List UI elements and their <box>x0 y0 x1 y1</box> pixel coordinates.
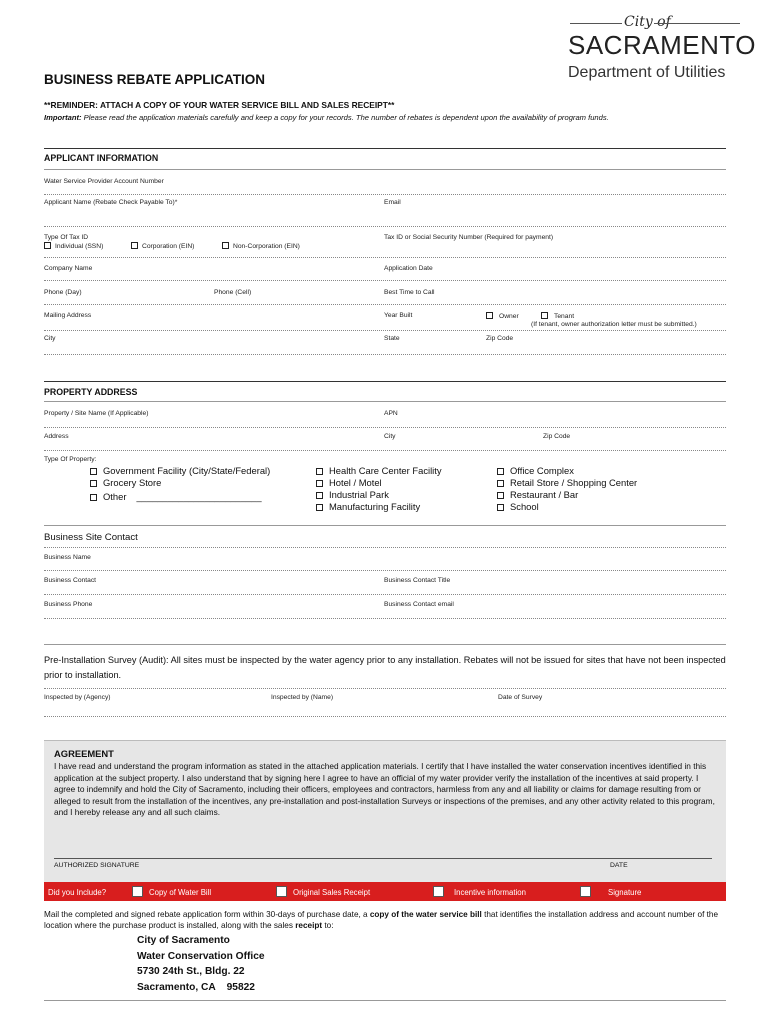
mailing-address-field[interactable]: Mailing Address <box>44 312 92 319</box>
tax-id-type-label: Type Of Tax ID <box>44 234 89 241</box>
logo-city-text: City of <box>624 14 671 30</box>
city-field[interactable]: City <box>44 335 56 342</box>
agreement-heading: AGREEMENT <box>54 748 114 759</box>
other-blank[interactable]: ________________________ <box>136 491 262 502</box>
property-type-restaurant[interactable] <box>497 489 578 501</box>
form-title: BUSINESS REBATE APPLICATION <box>44 72 266 87</box>
property-type-school[interactable] <box>497 501 539 513</box>
applicant-name-field[interactable]: Applicant Name (Rebate Check Payable To)* <box>44 199 178 206</box>
field-line <box>44 280 726 281</box>
business-contact-title-field[interactable]: Business Contact Title <box>384 577 451 584</box>
address-line-2: Water Conservation Office <box>137 951 265 962</box>
checkbox-icon[interactable] <box>90 480 97 487</box>
business-name-field[interactable]: Business Name <box>44 554 91 561</box>
business-contact-field[interactable]: Business Contact <box>44 577 97 584</box>
signature-line[interactable] <box>54 858 712 859</box>
property-type-hotel[interactable] <box>316 477 382 489</box>
address-line-4: Sacramento, CA 95822 <box>137 982 255 993</box>
checkbox-icon[interactable] <box>497 504 504 511</box>
property-type-health-care[interactable] <box>316 465 442 477</box>
checkbox-icon[interactable] <box>316 468 323 475</box>
property-type-manufacturing[interactable] <box>316 501 420 513</box>
checkbox-icon[interactable] <box>276 886 287 897</box>
field-line <box>44 716 726 717</box>
mail-text: Mail the completed and signed rebate application form within 30-days of purchase date, a <box>44 910 370 919</box>
year-built-field[interactable]: Year Built <box>384 312 413 319</box>
checkbox-icon[interactable] <box>131 242 138 249</box>
property-type-label: Type Of Property: <box>44 456 97 463</box>
date-label: DATE <box>610 862 628 869</box>
business-contact-email-field[interactable]: Business Contact email <box>384 601 454 608</box>
checkbox-icon[interactable] <box>90 468 97 475</box>
checkbox-icon[interactable] <box>316 504 323 511</box>
section-divider <box>44 381 726 382</box>
application-date-field[interactable]: Application Date <box>384 265 433 272</box>
date-of-survey-field[interactable]: Date of Survey <box>498 694 543 701</box>
checkbox-icon[interactable] <box>222 242 229 249</box>
apn-field[interactable]: APN <box>384 410 398 417</box>
property-type-other[interactable] <box>90 491 262 503</box>
property-type-industrial[interactable] <box>316 489 389 501</box>
field-line <box>44 304 726 305</box>
property-type-label: Other <box>103 491 127 502</box>
property-type-label: Hotel / Motel <box>329 477 382 488</box>
important-text: Please read the application materials carefully and keep a copy for your records. The number of rebates is dependent upon the availability of program funds. <box>83 113 609 122</box>
property-type-label: Office Complex <box>510 465 574 476</box>
field-line <box>44 618 726 619</box>
property-type-retail[interactable] <box>497 477 637 489</box>
property-zip-field[interactable]: Zip Code <box>543 433 571 440</box>
address-line-1: City of Sacramento <box>137 935 230 946</box>
pre-installation-survey-text: Pre-Installation Survey (Audit): All sites must be inspected by the water agency prior to any installation. Rebates will not be issued for sites that have not been inspected prior to installation. <box>44 655 726 680</box>
property-type-label: School <box>510 501 539 512</box>
applicant-section-heading: APPLICANT INFORMATION <box>44 153 159 163</box>
property-type-grocery[interactable] <box>90 477 161 489</box>
footer-divider <box>44 1000 726 1001</box>
tax-id-number-field[interactable]: Tax ID or Social Security Number (Required for payment) <box>384 234 554 241</box>
property-type-label: Manufacturing Facility <box>329 501 421 512</box>
mail-bold-water-bill: copy of the water service bill <box>369 910 482 919</box>
checkbox-icon[interactable] <box>497 480 504 487</box>
site-contact-heading: Business Site Contact <box>44 532 138 543</box>
tax-option-label: Corporation (EIN) <box>142 243 195 250</box>
tenant-option[interactable] <box>541 312 574 320</box>
field-line <box>44 330 726 331</box>
checkbox-icon[interactable] <box>132 886 143 897</box>
mail-text: that identifies the installation address and account number of the location where the purchase product is installed, along with the sales <box>44 910 719 930</box>
checklist-water-bill: Copy of Water Bill <box>149 888 212 897</box>
signature-label: AUTHORIZED SIGNATURE <box>54 862 140 869</box>
property-address-field[interactable]: Address <box>44 433 69 440</box>
field-line <box>44 194 726 195</box>
field-line <box>44 594 726 595</box>
checklist-sales-receipt: Original Sales Receipt <box>293 888 371 897</box>
logo-department: Department of Utilities <box>568 64 726 81</box>
field-line <box>44 644 726 645</box>
tax-option-label: Non-Corporation (EIN) <box>233 243 300 250</box>
reminder-text: **REMINDER: ATTACH A COPY OF YOUR WATER SERVICE BILL AND SALES RECEIPT** <box>44 100 395 110</box>
mailing-instructions <box>44 909 726 931</box>
checklist-incentive-info: Incentive information <box>454 888 526 897</box>
field-line <box>44 169 726 170</box>
field-line <box>44 450 726 451</box>
checkbox-icon[interactable] <box>90 494 97 501</box>
checkbox-icon[interactable] <box>580 886 591 897</box>
field-line <box>44 354 726 355</box>
tenant-label: Tenant <box>554 313 575 320</box>
field-line <box>44 257 726 258</box>
important-note <box>44 113 609 122</box>
field-line <box>44 226 726 227</box>
company-name-field[interactable]: Company Name <box>44 265 93 272</box>
property-type-government[interactable] <box>90 465 270 477</box>
checklist-bar <box>44 882 726 901</box>
checklist-signature: Signature <box>608 888 642 897</box>
checkbox-icon[interactable] <box>497 468 504 475</box>
tax-option-label: Individual (SSN) <box>55 243 104 250</box>
checkbox-icon[interactable] <box>316 480 323 487</box>
important-label: Important: <box>44 113 82 122</box>
state-field[interactable]: State <box>384 335 400 342</box>
property-type-label: Health Care Center Facility <box>329 465 442 476</box>
checkbox-icon[interactable] <box>316 492 323 499</box>
checkbox-icon[interactable] <box>44 242 51 249</box>
inspected-by-agency-field[interactable]: Inspected by (Agency) <box>44 694 111 701</box>
field-line <box>44 427 726 428</box>
best-time-field[interactable]: Best Time to Call <box>384 289 435 296</box>
property-type-label: Retail Store / Shopping Center <box>510 477 638 488</box>
property-type-label: Government Facility (City/State/Federal) <box>103 465 271 476</box>
field-line <box>44 401 726 402</box>
owner-label: Owner <box>499 313 519 320</box>
phone-day-field[interactable]: Phone (Day) <box>44 289 82 296</box>
checkbox-icon[interactable] <box>497 492 504 499</box>
property-section-heading: PROPERTY ADDRESS <box>44 387 138 397</box>
checkbox-icon[interactable] <box>433 886 444 897</box>
field-line <box>44 570 726 571</box>
checklist-prompt: Did you Include? <box>48 888 107 897</box>
field-line <box>44 547 726 548</box>
property-type-office[interactable] <box>497 465 574 477</box>
agreement-text: I have read and understand the program information as stated in the attached application materials. I certify that I have installed the water conservation incentives identified in this application at the subject property. I also understand that by signing here I agree to have an official of my water provider verify the installation of the incentives at said property. I agree to indemnify and hold the City of Sacramento, including their officers, employees and contractors, harmless from any and all liability or claims for damage resulting from or alleged to result from the installation of the incentives, any pre-installation and post-installation Surveys or inspections of the premises, and any other activity related to this program, and I hereby release any and all such claims. <box>54 761 715 818</box>
field-line <box>44 525 726 526</box>
business-phone-field[interactable]: Business Phone <box>44 601 93 608</box>
tax-option-non-corporation[interactable] <box>222 242 300 250</box>
field-line <box>44 688 726 689</box>
tax-option-individual[interactable] <box>44 242 103 250</box>
property-type-label: Grocery Store <box>103 477 162 488</box>
section-divider <box>44 148 726 149</box>
tenant-note: (If tenant, owner authorization letter must be submitted.) <box>531 321 697 328</box>
checkbox-icon[interactable] <box>486 312 493 319</box>
tax-option-corporation[interactable] <box>131 242 194 250</box>
mail-text: to: <box>322 921 334 930</box>
site-name-field[interactable]: Property / Site Name (If Applicable) <box>44 410 149 417</box>
address-line-3: 5730 24th St., Bldg. 22 <box>137 966 245 977</box>
email-field[interactable]: Email <box>384 199 401 206</box>
account-number-field[interactable]: Water Service Provider Account Number <box>44 178 164 185</box>
mail-bold-receipt: receipt <box>295 921 323 930</box>
inspected-by-name-field[interactable]: Inspected by (Name) <box>271 694 334 701</box>
logo-rule-left <box>570 23 622 24</box>
logo-city-name: SACRAMENTO <box>568 30 756 60</box>
city-logo <box>566 14 756 84</box>
property-type-label: Industrial Park <box>329 489 389 500</box>
checkbox-icon[interactable] <box>541 312 548 319</box>
owner-option[interactable] <box>486 312 519 320</box>
zip-field[interactable]: Zip Code <box>486 335 514 342</box>
property-city-field[interactable]: City <box>384 433 396 440</box>
logo-rule-right <box>654 23 740 24</box>
phone-cell-field[interactable]: Phone (Cell) <box>214 289 252 296</box>
property-type-label: Restaurant / Bar <box>510 489 579 500</box>
